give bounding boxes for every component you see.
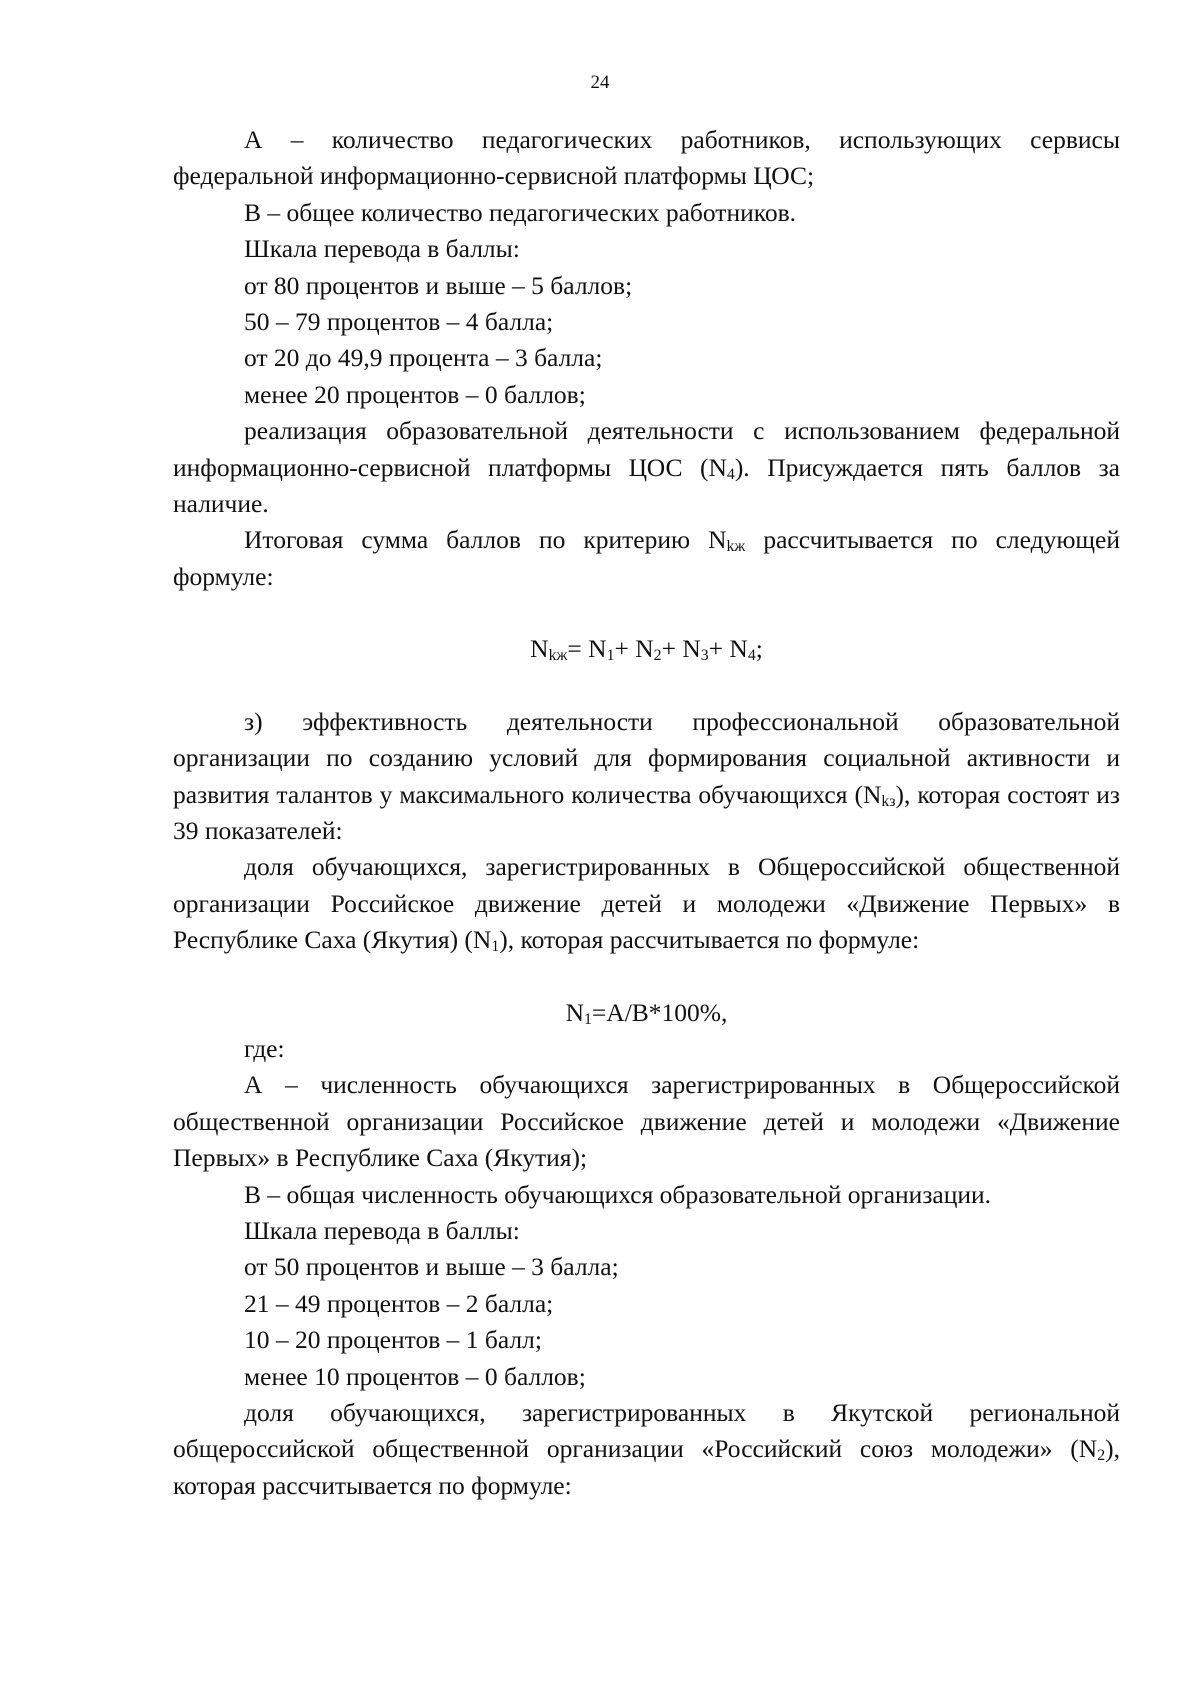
where-label: где: xyxy=(244,1033,285,1063)
scale-item: 50 – 79 процентов – 4 балла; xyxy=(244,307,554,337)
page-number: 24 xyxy=(590,72,610,93)
n4-indicator-paragraph: реализация образовательной деятельности с использованием федеральной информационно-сервисной платформы ЦОС $(N_4)$. Присуждается пять баллов за наличие. xyxy=(173,416,1120,519)
total-formula: $N_{kж}= N_1+ N_2+ N_3+ N_4$; xyxy=(530,634,763,665)
total-score-paragraph: Итоговая сумма баллов по критерию $N_{kж}$ рассчитывается по следующей формуле: xyxy=(173,525,1121,591)
n2-indicator-paragraph: доля обучающихся, зарегистрированных в Якутской региональной общероссийской общественной организации «Российский союз молодежи» $(N_2)$, которая рассчитывается по формуле: xyxy=(173,1398,1120,1500)
document-body xyxy=(173,122,1120,1504)
section-z-intro: з) эффективность деятельности профессиональной образовательной организации по созданию условий для формирования социальной активности и развития талантов у максимального количества обучающихся $(N_{kз})$, которая состоят из 39 показателей: xyxy=(173,706,1120,845)
b-definition: В – общая численность обучающихся образовательной организации. xyxy=(244,1179,992,1209)
n1-formula: $N_1=A/B*100\%$, xyxy=(565,997,728,1028)
n1-indicator-paragraph: доля обучающихся, зарегистрированных в Общероссийской общественной организации Российское движение детей и молодежи «Движение Первых» в Республике Саха (Якутия) $(N_1)$, которая рассчитывается по формуле: xyxy=(173,852,1120,956)
scale-item: от 80 процентов и выше – 5 баллов; xyxy=(244,270,633,300)
scale-item: менее 20 процентов – 0 баллов; xyxy=(244,379,586,409)
scale-item: 21 – 49 процентов – 2 балла; xyxy=(244,1288,554,1318)
a-definition: А – численность обучающихся зарегистрированных в Общероссийской общественной организации Российское движение детей и молодежи «Движение Первых» в Республике Саха (Якутия); xyxy=(173,1070,1120,1173)
b-definition: В – общее количество педагогических работников. xyxy=(244,197,796,227)
scale-item: менее 10 процентов – 0 баллов; xyxy=(244,1361,586,1391)
a-definition: А – количество педагогических работников, использующих сервисы федеральной информационно-сервисной платформы ЦОС; xyxy=(173,125,1120,191)
scale-item: от 20 до 49,9 процента – 3 балла; xyxy=(244,343,603,373)
scale-item: 10 – 20 процентов – 1 балл; xyxy=(244,1325,542,1355)
scale-title: Шкала перевода в баллы: xyxy=(244,1215,520,1245)
scale-title: Шкала перевода в баллы: xyxy=(244,234,520,264)
scale-item: от 50 процентов и выше – 3 балла; xyxy=(244,1252,619,1282)
